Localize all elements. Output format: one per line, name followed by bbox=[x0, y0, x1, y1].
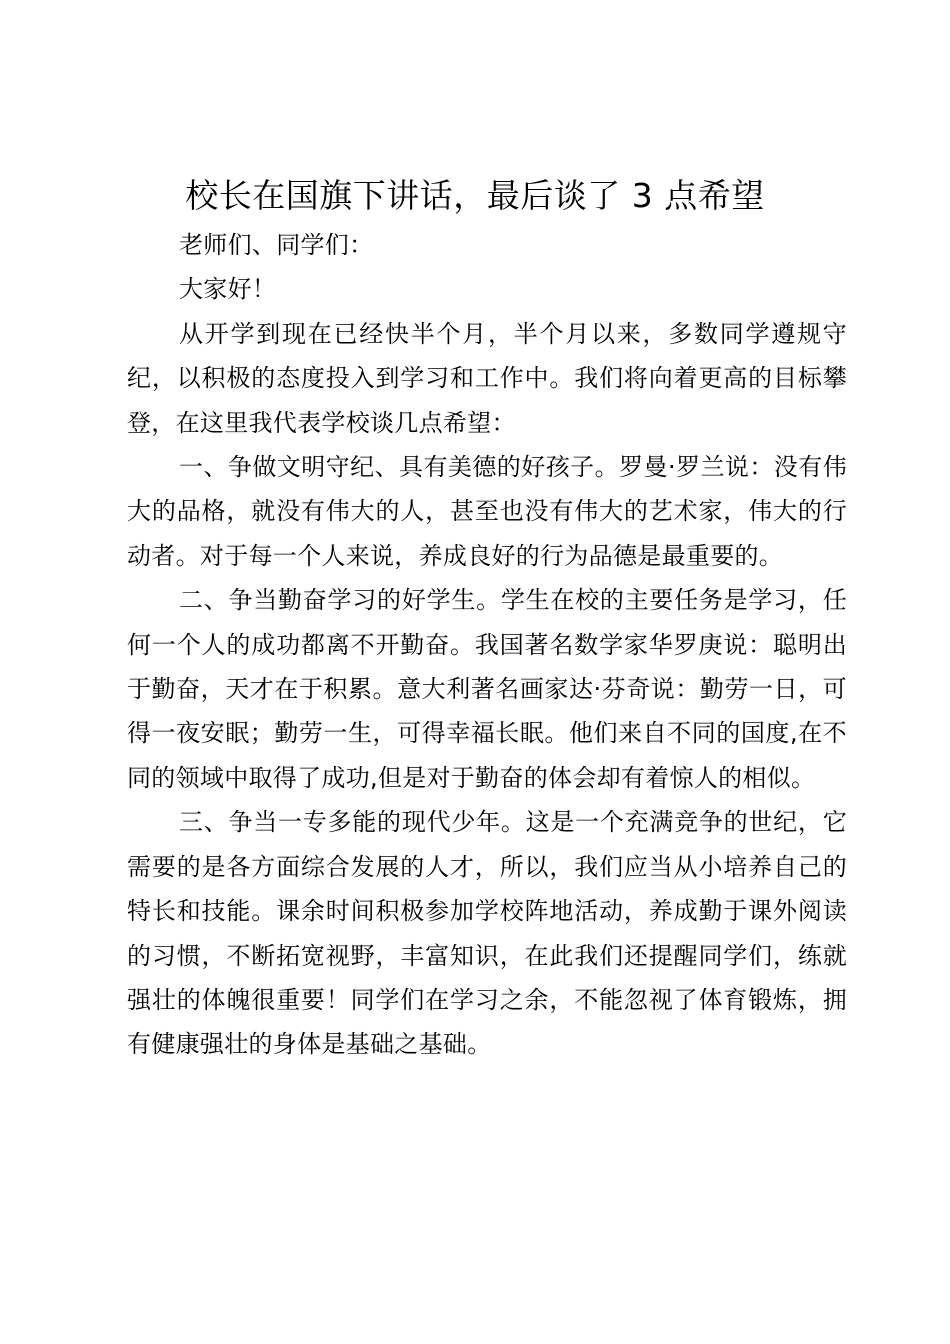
hope-two-paragraph: 二、争当勤奋学习的好学生。学生在校的主要任务是学习，任何一个人的成功都离不开勤奋。我国著名数学家华罗庚说：聪明出于勤奋，天才在于积累。意大利著名画家达·芬奇说：勤劳一日，可得一夜安眠；勤劳一生，可得幸福长眠。他们来自不同的国度,在不同的领域中取得了成功,但是对于勤奋的体会却有着惊人的相似。 bbox=[127, 586, 847, 792]
document-body bbox=[127, 223, 847, 1067]
greeting-paragraph: 大家好！ bbox=[179, 275, 277, 304]
hope-one-paragraph: 一、争做文明守纪、具有美德的好孩子。罗曼·罗兰说：没有伟大的品格，就没有伟大的人，甚至也没有伟大的艺术家，伟大的行动者。对于每一个人来说，养成良好的行为品德是最重要的。 bbox=[127, 453, 847, 570]
document-title: 校长在国旗下讲话，最后谈了 3 点希望 bbox=[185, 176, 765, 215]
hope-three-paragraph: 三、争当一专多能的现代少年。这是一个充满竞争的世纪，它需要的是各方面综合发展的人才，所以，我们应当从小培养自己的特长和技能。课余时间积极参加学校阵地活动，养成勤于课外阅读的习惯，不断拓宽视野，丰富知识，在此我们还提醒同学们，练就强壮的体魄很重要！同学们在学习之余，不能忽视了体育锻炼，拥有健康强壮的身体是基础之基础。 bbox=[127, 808, 847, 1059]
salutation-paragraph: 老师们、同学们： bbox=[179, 231, 374, 259]
intro-paragraph: 从开学到现在已经快半个月，半个月以来，多数同学遵规守纪，以积极的态度投入到学习和工作中。我们将向着更高的目标攀登，在这里我代表学校谈几点希望： bbox=[127, 319, 847, 437]
